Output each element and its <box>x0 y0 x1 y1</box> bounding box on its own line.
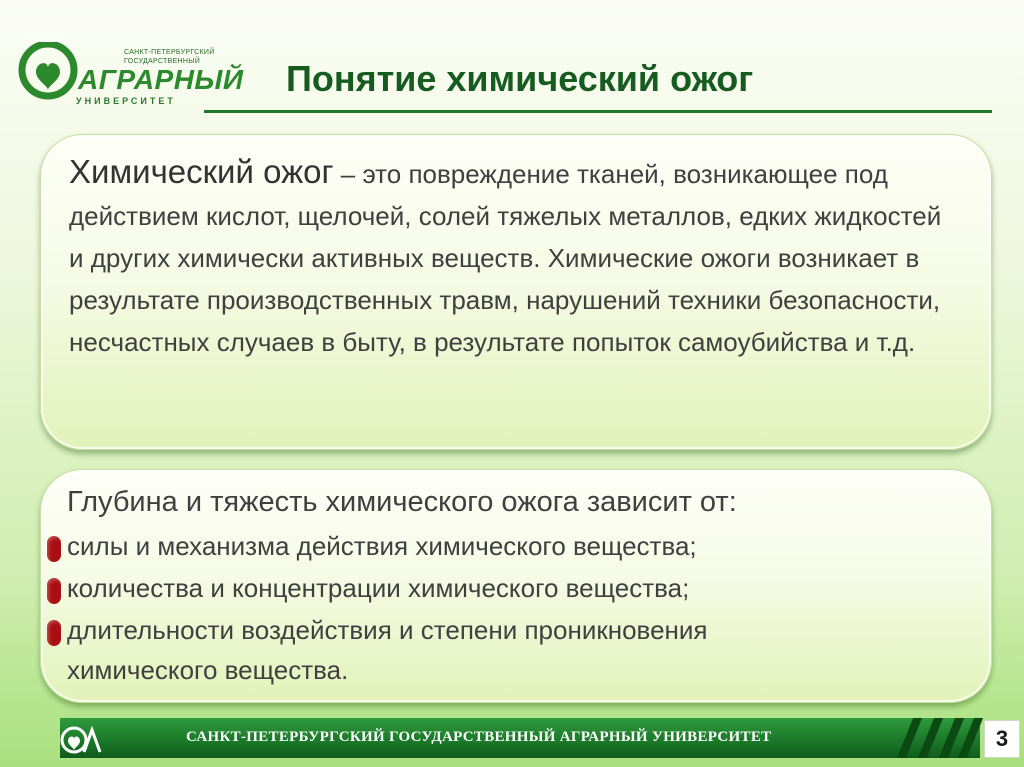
logo-name: АГРАРНЫЙ <box>78 64 244 95</box>
footer-stripe <box>897 718 922 758</box>
logo-sub: УНИВЕРСИТЕТ <box>76 96 176 106</box>
list-item: силы и механизма действия химического вещества; <box>67 531 697 561</box>
footer-stripe <box>918 718 943 758</box>
definition-box <box>40 134 992 450</box>
list-item-continuation: химического вещества. <box>67 655 349 685</box>
definition-term: Химический ожог <box>69 153 334 190</box>
logo-emblem-icon <box>14 34 84 104</box>
list-item: длительности воздействия и степени проникновения <box>67 615 708 645</box>
slide-title: Понятие химический ожог <box>286 58 754 99</box>
title-underline <box>204 110 992 113</box>
bullet-marker <box>47 536 61 562</box>
logo-line2: ГОСУДАРСТВЕННЫЙ <box>124 58 201 65</box>
factors-heading: Глубина и тяжесть химического ожога зависит от: <box>67 486 737 518</box>
footer-logo-icon <box>56 724 104 756</box>
logo-line1: САНКТ-ПЕТЕРБУРГСКИЙ <box>124 49 215 56</box>
list-item: количества и концентрации химического вещества; <box>67 573 690 603</box>
definition-text <box>69 151 949 363</box>
bullet-marker <box>47 620 61 646</box>
footer <box>0 718 1024 758</box>
factors-box <box>40 469 992 703</box>
bullet-marker <box>47 578 61 604</box>
footer-university-name: САНКТ-ПЕТЕРБУРГСКИЙ ГОСУДАРСТВЕННЫЙ АГРАРНЫЙ УНИВЕРСИТЕТ <box>186 729 772 745</box>
definition-body: – это повреждение тканей, возникающее под действием кислот, щелочей, солей тяжелых металлов, едких жидкостей и других химически активных веществ. Химические ожоги возникает в результате производственных травм, нарушений техники безопасности, несчастных случаев в быту, в результате попыток самоубийства и т.д. <box>69 159 942 357</box>
page-number: 3 <box>984 720 1020 758</box>
footer-stripe <box>958 718 983 758</box>
